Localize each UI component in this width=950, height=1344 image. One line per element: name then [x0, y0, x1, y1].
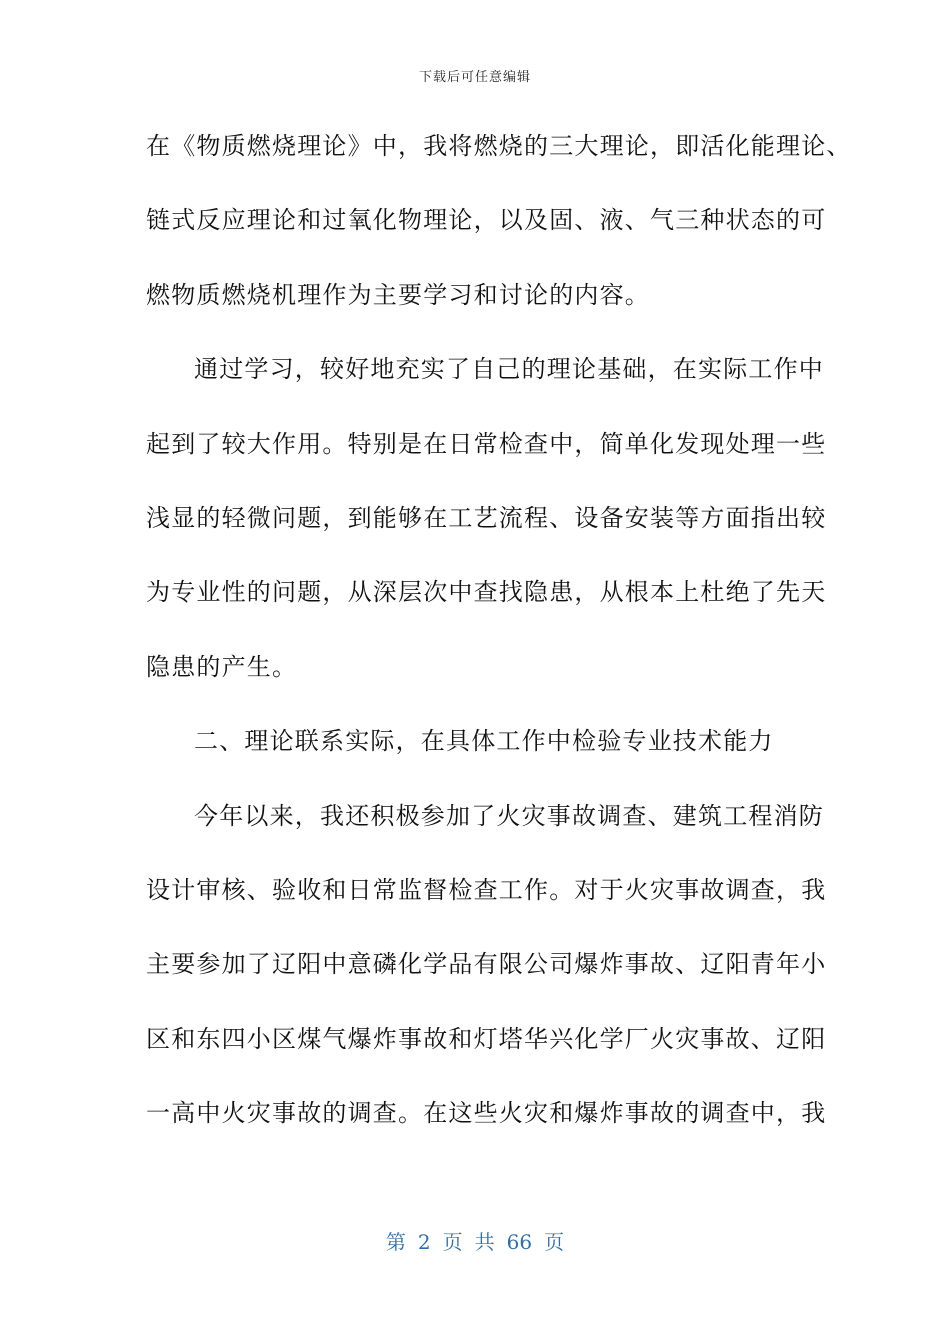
body-line: 在《物质燃烧理论》中，我将燃烧的三大理论，即活化能理论、 — [146, 132, 852, 160]
body-line: 区和东四小区煤气爆炸事故和灯塔华兴化学厂火灾事故、辽阳 — [146, 1024, 827, 1053]
footer-prefix: 第 — [385, 1230, 406, 1254]
body-line: 主要参加了辽阳中意磷化学品有限公司爆炸事故、辽阳青年小 — [146, 950, 827, 979]
page-footer — [0, 1226, 950, 1255]
section-heading: 二、理论联系实际，在具体工作中检验专业技术能力 — [194, 727, 774, 756]
body-line: 今年以来，我还积极参加了火灾事故调查、建筑工程消防 — [194, 801, 824, 830]
body-line: 设计审核、验收和日常监督检查工作。对于火灾事故调查，我 — [146, 875, 827, 904]
body-line: 浅显的轻微问题，到能够在工艺流程、设备安装等方面指出较 — [146, 503, 827, 532]
body-line: 隐患的产生。 — [146, 652, 298, 681]
body-line: 燃物质燃烧机理作为主要学习和讨论的内容。 — [146, 280, 650, 309]
footer-current-page: 2 — [417, 1230, 431, 1254]
footer-total-prefix: 共 — [474, 1230, 495, 1254]
footer-page-label: 页 — [442, 1230, 463, 1254]
footer-total-pages: 66 — [506, 1230, 533, 1254]
body-line: 一高中火灾事故的调查。在这些火灾和爆炸事故的调查中，我 — [146, 1099, 827, 1128]
page-header: 下载后可任意编辑 — [418, 70, 531, 85]
document-body — [146, 120, 852, 1161]
body-line: 链式反应理论和过氧化物理论，以及固、液、气三种状态的可 — [146, 206, 827, 235]
body-line: 通过学习，较好地充实了自己的理论基础，在实际工作中 — [194, 355, 824, 384]
body-line: 为专业性的问题，从深层次中查找隐患，从根本上杜绝了先天 — [146, 578, 827, 607]
body-line: 起到了较大作用。特别是在日常检查中，简单化发现处理一些 — [146, 429, 827, 458]
footer-total-suffix: 页 — [544, 1230, 565, 1254]
